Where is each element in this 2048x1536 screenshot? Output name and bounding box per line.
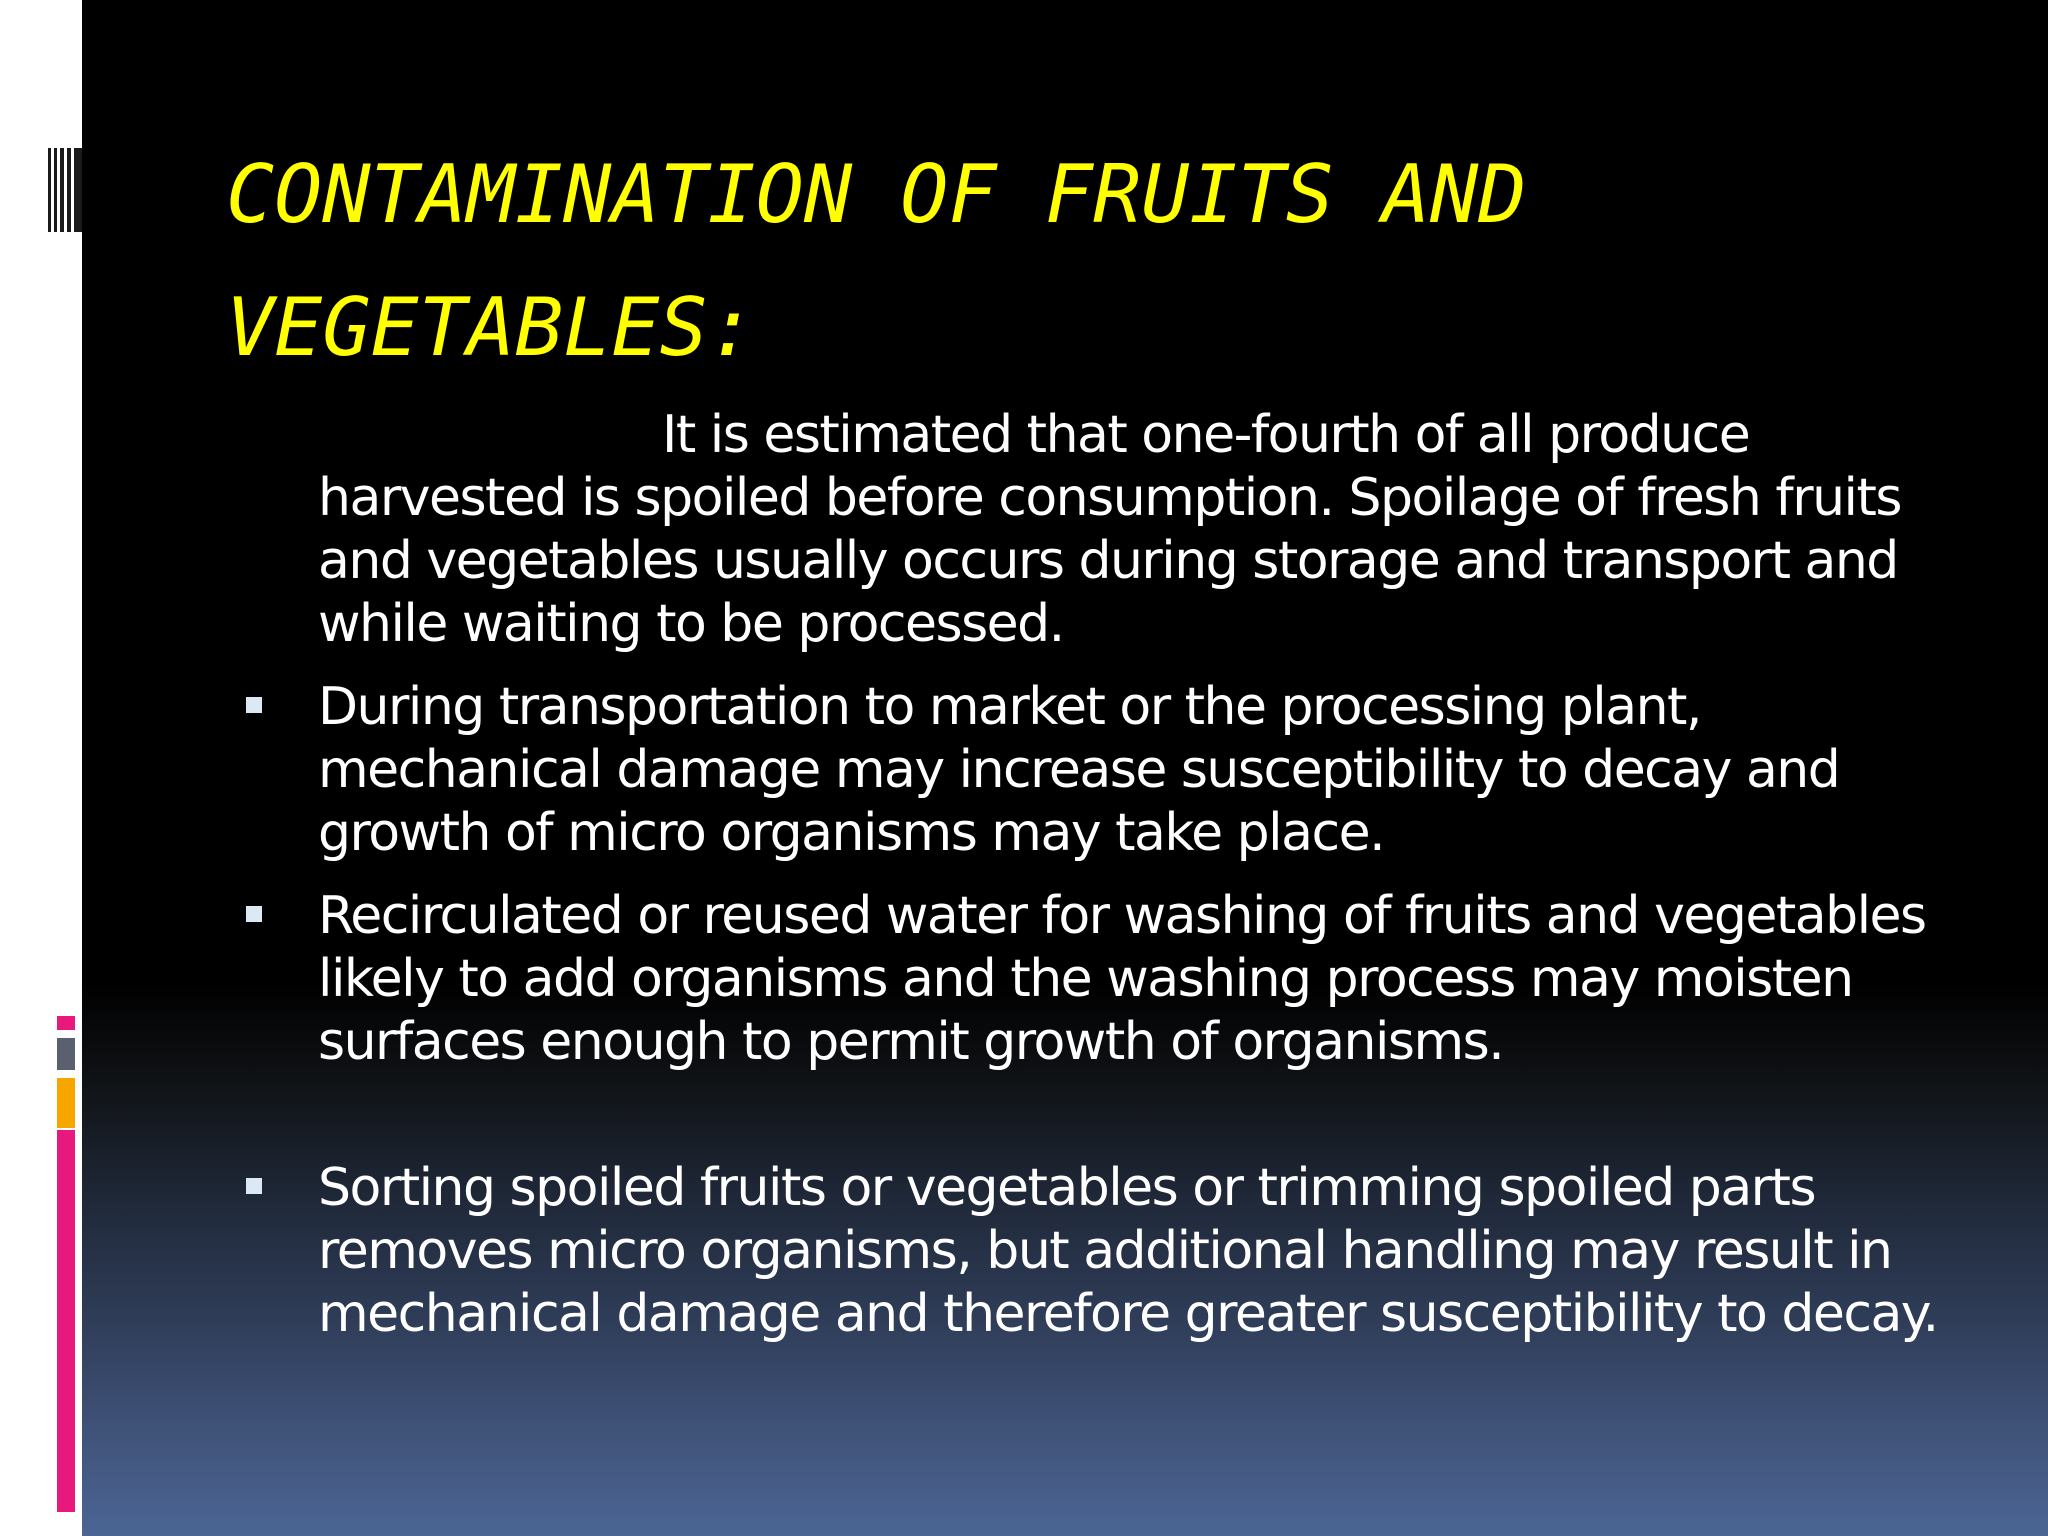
bullet-item-2: Recirculated or reused water for washing of fruits and vegetables likely to add organisms and the washing process may moisten surfaces enough to permit growth of organisms.: [318, 886, 1926, 1072]
bullet-icon: [246, 697, 262, 713]
bullet-icon: [246, 1178, 262, 1194]
intro-paragraph: It is estimated that one-fourth of all produce harvested is spoiled before consumption. Spoilage of fresh fruits and vegetables usually occurs during storage and transport and while waiting to be processed.: [318, 405, 1901, 654]
bullet-item-3: Sorting spoiled fruits or vegetables or trimming spoiled parts removes micro organisms, but additional handling may result in mechanical damage and therefore greater susceptibility to decay.: [318, 1158, 1938, 1344]
slide-title: CONTAMINATION OF FRUITS AND VEGETABLES:: [226, 148, 1527, 374]
bullet-icon: [246, 906, 262, 922]
bullet-item-1: During transportation to market or the processing plant, mechanical damage may increase susceptibility to decay and growth of micro organisms may take place.: [318, 677, 1840, 863]
